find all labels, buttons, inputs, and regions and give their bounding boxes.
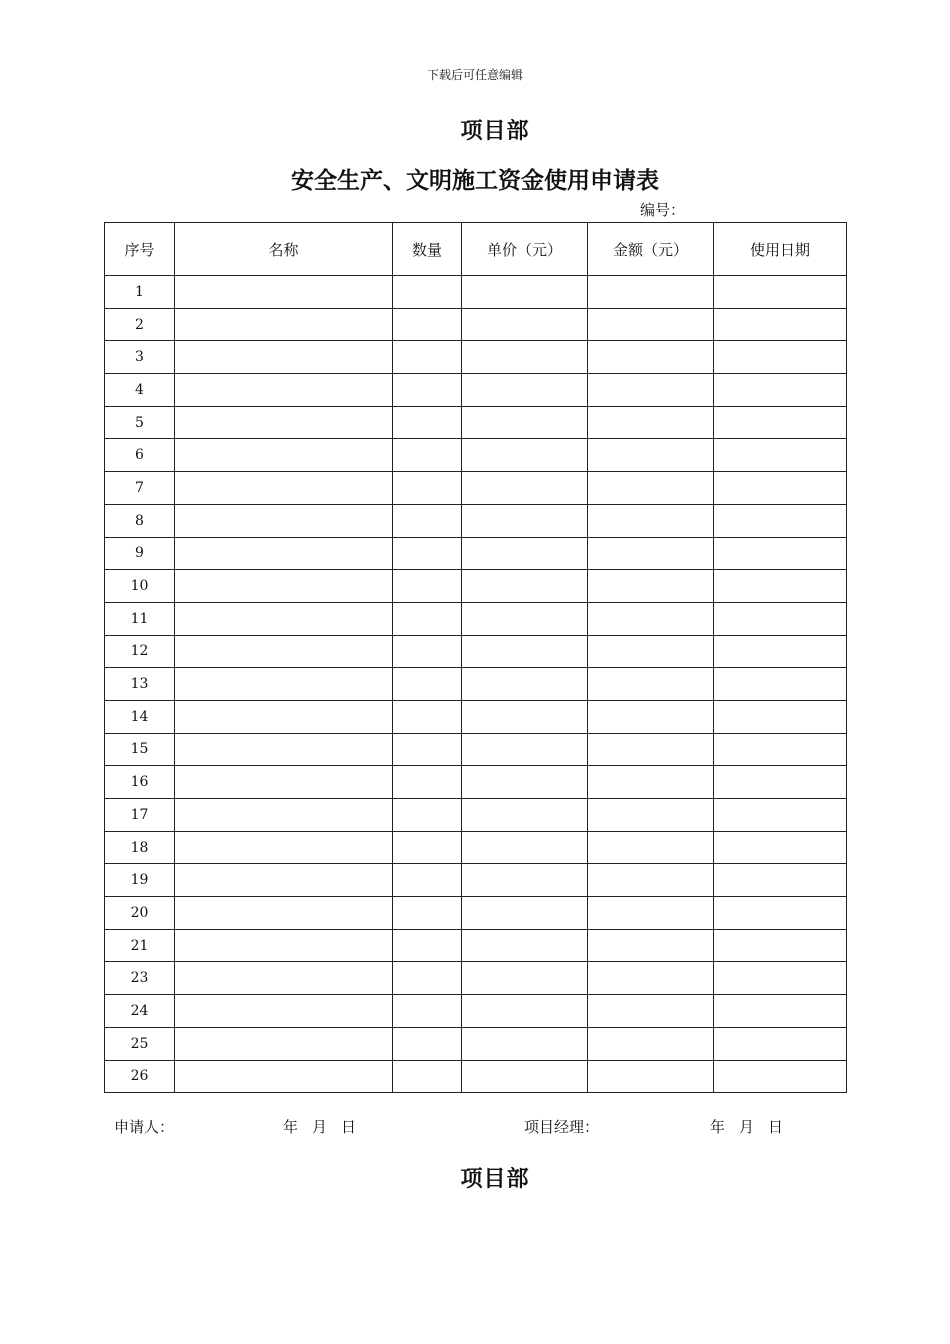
row-number-cell: 15 [105,733,175,766]
quantity-cell[interactable] [393,504,462,537]
amount-cell[interactable] [588,537,714,570]
amount-cell[interactable] [588,504,714,537]
row-number-cell: 20 [105,897,175,930]
unit-price-cell[interactable] [462,1060,588,1093]
usage-date-cell[interactable] [714,308,847,341]
unit-price-cell[interactable] [462,439,588,472]
unit-price-cell[interactable] [462,602,588,635]
unit-price-cell[interactable] [462,635,588,668]
table-row [105,1027,847,1060]
amount-cell[interactable] [588,700,714,733]
amount-cell[interactable] [588,406,714,439]
name-cell[interactable] [175,733,393,766]
unit-price-cell[interactable] [462,995,588,1028]
name-cell[interactable] [175,439,393,472]
quantity-cell[interactable] [393,962,462,995]
amount-cell[interactable] [588,1027,714,1060]
unit-price-cell[interactable] [462,864,588,897]
table-body [105,276,847,1093]
unit-price-cell[interactable] [462,504,588,537]
table-row [105,733,847,766]
usage-date-cell[interactable] [714,929,847,962]
table-row [105,635,847,668]
row-number-cell: 13 [105,668,175,701]
project-manager-label: 项目经理： [524,1118,600,1136]
table-row [105,537,847,570]
quantity-cell[interactable] [393,341,462,374]
applicant-date-year: 年 [283,1118,299,1136]
quantity-cell[interactable] [393,374,462,407]
name-cell[interactable] [175,995,393,1028]
row-number-cell: 18 [105,831,175,864]
header-serial: 序号 [105,223,175,276]
header-quantity: 数量 [393,223,462,276]
usage-date-cell[interactable] [714,537,847,570]
table-row [105,766,847,799]
row-number-cell: 3 [105,341,175,374]
row-number-cell: 4 [105,374,175,407]
amount-cell[interactable] [588,635,714,668]
header-unit-price: 单价（元） [462,223,588,276]
row-number-cell: 11 [105,602,175,635]
serial-number-label: 编号： [640,201,686,219]
row-number-cell: 17 [105,799,175,832]
amount-cell[interactable] [588,962,714,995]
amount-cell[interactable] [588,668,714,701]
unit-price-cell[interactable] [462,668,588,701]
name-cell[interactable] [175,799,393,832]
name-cell[interactable] [175,276,393,309]
pm-date-month: 月 [739,1118,755,1136]
usage-date-cell[interactable] [714,341,847,374]
unit-price-cell[interactable] [462,897,588,930]
unit-price-cell[interactable] [462,406,588,439]
project-manager-date [710,1117,797,1137]
fund-application-table [104,222,847,1093]
name-cell[interactable] [175,602,393,635]
table-row [105,439,847,472]
name-cell[interactable] [175,831,393,864]
amount-cell[interactable] [588,995,714,1028]
row-number-cell: 6 [105,439,175,472]
table-row [105,504,847,537]
name-cell[interactable] [175,929,393,962]
form-title: 安全生产、文明施工资金使用申请表 [291,167,659,194]
pm-date-day: 日 [768,1118,784,1136]
quantity-cell[interactable] [393,700,462,733]
usage-date-cell[interactable] [714,700,847,733]
name-cell[interactable] [175,374,393,407]
name-cell[interactable] [175,472,393,505]
unit-price-cell[interactable] [462,276,588,309]
name-cell[interactable] [175,406,393,439]
row-number-cell: 25 [105,1027,175,1060]
usage-date-cell[interactable] [714,799,847,832]
quantity-cell[interactable] [393,864,462,897]
row-number-cell: 5 [105,406,175,439]
header-usage-date: 使用日期 [714,223,847,276]
row-number-cell: 23 [105,962,175,995]
amount-cell[interactable] [588,374,714,407]
table-row [105,799,847,832]
unit-price-cell[interactable] [462,831,588,864]
pm-date-year: 年 [710,1118,726,1136]
quantity-cell[interactable] [393,1060,462,1093]
table-row [105,570,847,603]
quantity-cell[interactable] [393,766,462,799]
quantity-cell[interactable] [393,570,462,603]
quantity-cell[interactable] [393,733,462,766]
table-row [105,406,847,439]
quantity-cell[interactable] [393,439,462,472]
name-cell[interactable] [175,700,393,733]
usage-date-cell[interactable] [714,635,847,668]
amount-cell[interactable] [588,831,714,864]
amount-cell[interactable] [588,1060,714,1093]
usage-date-cell[interactable] [714,1027,847,1060]
row-number-cell: 21 [105,929,175,962]
amount-cell[interactable] [588,276,714,309]
usage-date-cell[interactable] [714,472,847,505]
usage-date-cell[interactable] [714,570,847,603]
unit-price-cell[interactable] [462,570,588,603]
name-cell[interactable] [175,766,393,799]
name-cell[interactable] [175,1027,393,1060]
name-cell[interactable] [175,341,393,374]
amount-cell[interactable] [588,766,714,799]
table-row [105,472,847,505]
row-number-cell: 9 [105,537,175,570]
usage-date-cell[interactable] [714,406,847,439]
row-number-cell: 19 [105,864,175,897]
table-row [105,929,847,962]
name-cell[interactable] [175,570,393,603]
amount-cell[interactable] [588,929,714,962]
unit-price-cell[interactable] [462,374,588,407]
amount-cell[interactable] [588,570,714,603]
table-row [105,341,847,374]
quantity-cell[interactable] [393,537,462,570]
department-title: 项目部 [460,118,530,144]
name-cell[interactable] [175,864,393,897]
unit-price-cell[interactable] [462,962,588,995]
amount-cell[interactable] [588,472,714,505]
usage-date-cell[interactable] [714,276,847,309]
header-amount: 金额（元） [588,223,714,276]
quantity-cell[interactable] [393,1027,462,1060]
amount-cell[interactable] [588,897,714,930]
table-row [105,668,847,701]
row-number-cell: 8 [105,504,175,537]
row-number-cell: 24 [105,995,175,1028]
quantity-cell[interactable] [393,602,462,635]
name-cell[interactable] [175,962,393,995]
table-row [105,1060,847,1093]
name-cell[interactable] [175,668,393,701]
applicant-label: 申请人： [114,1118,175,1136]
quantity-cell[interactable] [393,635,462,668]
name-cell[interactable] [175,537,393,570]
usage-date-cell[interactable] [714,897,847,930]
applicant-date [283,1117,370,1137]
row-number-cell: 14 [105,700,175,733]
quantity-cell[interactable] [393,929,462,962]
table-row [105,374,847,407]
table-row [105,276,847,309]
table-row [105,864,847,897]
usage-date-cell[interactable] [714,766,847,799]
unit-price-cell[interactable] [462,700,588,733]
table-row [105,831,847,864]
usage-date-cell[interactable] [714,733,847,766]
amount-cell[interactable] [588,439,714,472]
name-cell[interactable] [175,897,393,930]
table-row [105,995,847,1028]
bottom-department-title: 项目部 [460,1166,530,1192]
amount-cell[interactable] [588,341,714,374]
quantity-cell[interactable] [393,668,462,701]
quantity-cell[interactable] [393,897,462,930]
quantity-cell[interactable] [393,472,462,505]
amount-cell[interactable] [588,733,714,766]
quantity-cell[interactable] [393,308,462,341]
unit-price-cell[interactable] [462,472,588,505]
amount-cell[interactable] [588,602,714,635]
name-cell[interactable] [175,635,393,668]
usage-date-cell[interactable] [714,668,847,701]
table-row [105,700,847,733]
usage-date-cell[interactable] [714,864,847,897]
usage-date-cell[interactable] [714,504,847,537]
quantity-cell[interactable] [393,406,462,439]
applicant-date-day: 日 [341,1118,357,1136]
unit-price-cell[interactable] [462,1027,588,1060]
unit-price-cell[interactable] [462,929,588,962]
quantity-cell[interactable] [393,276,462,309]
header-note: 下载后可任意编辑 [426,68,523,82]
quantity-cell[interactable] [393,831,462,864]
usage-date-cell[interactable] [714,995,847,1028]
usage-date-cell[interactable] [714,374,847,407]
name-cell[interactable] [175,1060,393,1093]
usage-date-cell[interactable] [714,1060,847,1093]
amount-cell[interactable] [588,308,714,341]
unit-price-cell[interactable] [462,733,588,766]
row-number-cell: 7 [105,472,175,505]
table-header-row [105,223,847,276]
quantity-cell[interactable] [393,995,462,1028]
header-name: 名称 [175,223,393,276]
row-number-cell: 1 [105,276,175,309]
row-number-cell: 16 [105,766,175,799]
quantity-cell[interactable] [393,799,462,832]
table-row [105,602,847,635]
unit-price-cell[interactable] [462,308,588,341]
table-row [105,897,847,930]
amount-cell[interactable] [588,799,714,832]
name-cell[interactable] [175,504,393,537]
row-number-cell: 12 [105,635,175,668]
amount-cell[interactable] [588,864,714,897]
table-row [105,962,847,995]
name-cell[interactable] [175,308,393,341]
row-number-cell: 10 [105,570,175,603]
unit-price-cell[interactable] [462,799,588,832]
usage-date-cell[interactable] [714,962,847,995]
usage-date-cell[interactable] [714,602,847,635]
row-number-cell: 26 [105,1060,175,1093]
usage-date-cell[interactable] [714,439,847,472]
unit-price-cell[interactable] [462,766,588,799]
applicant-date-month: 月 [312,1118,328,1136]
row-number-cell: 2 [105,308,175,341]
unit-price-cell[interactable] [462,341,588,374]
unit-price-cell[interactable] [462,537,588,570]
table-row [105,308,847,341]
usage-date-cell[interactable] [714,831,847,864]
